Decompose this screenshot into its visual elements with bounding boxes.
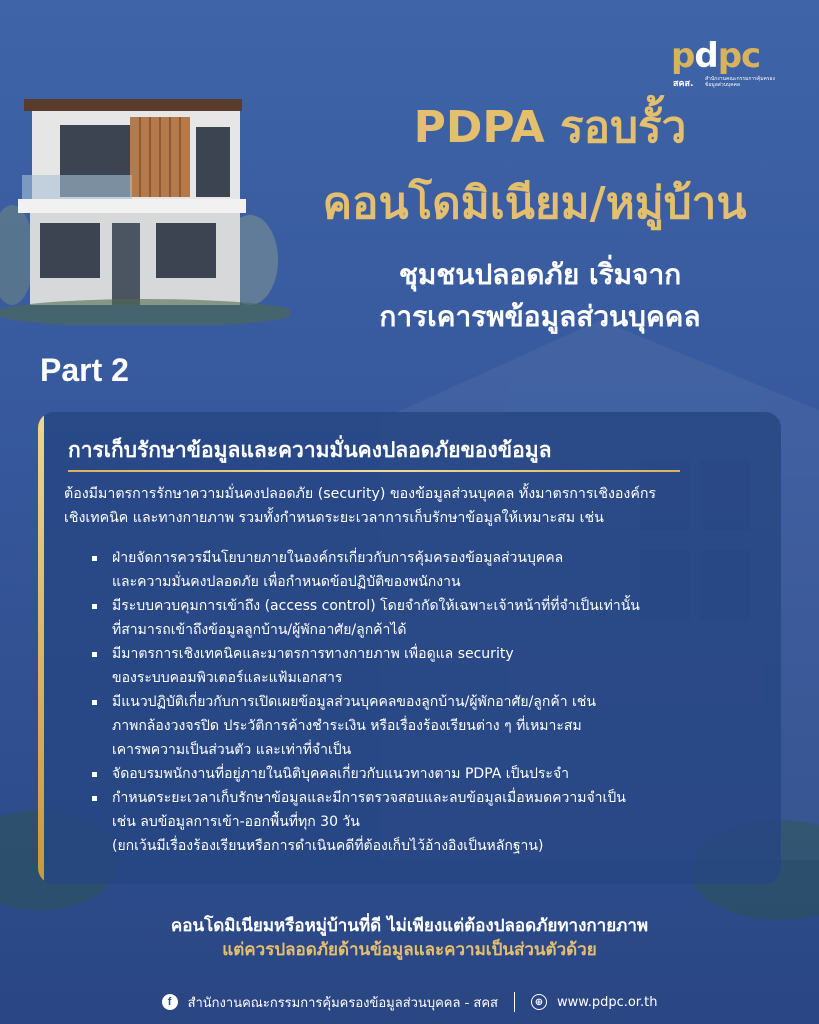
intro-line-2: เชิงเทคนิค และทางกายภาพ รวมทั้งกำหนดระยะเวลาการเก็บรักษาข้อมูลให้เหมาะสม เช่น bbox=[64, 510, 604, 526]
content-panel bbox=[38, 412, 781, 884]
panel-accent-bar bbox=[38, 412, 44, 884]
website-link[interactable]: www.pdpc.or.th bbox=[556, 994, 658, 1010]
section-divider bbox=[68, 470, 680, 472]
facebook-page-name[interactable]: สำนักงานคณะกรรมการคุ้มครองข้อมูลส่วนบุคคล - สคส bbox=[187, 995, 498, 1011]
list-item: มีแนวปฏิบัติเกี่ยวกับการเปิดเผยข้อมูลส่วนบุคคลของลูกบ้าน/ผู้พักอาศัย/ลูกค้า เช่น ภาพกล้องวงจรปิด ประวัติการค้างชำระเงิน หรือเรื่องร้องเรียนต่าง ๆ ที่เหมาะสม เคารพความเป็นส่วนตัว และเท่าที่จำเป็น bbox=[88, 690, 768, 762]
subtitle-line-2: การเคารพข้อมูลส่วนบุคคล bbox=[379, 300, 701, 333]
list-item: จัดอบรมพนักงานที่อยู่ภายในนิติบุคคลเกี่ยวกับแนวทางตาม PDPA เป็นประจำ bbox=[88, 762, 768, 786]
part-label: Part 2 bbox=[40, 352, 129, 388]
section-title: การเก็บรักษาข้อมูลและความมั่นคงปลอดภัยของข้อมูล bbox=[68, 438, 552, 462]
logo-description: สำนักงานคณะกรรมการคุ้มครองข้อมูลส่วนบุคคล bbox=[705, 76, 775, 88]
logo-wordmark: pdpc bbox=[671, 36, 761, 76]
contact-bar bbox=[0, 980, 819, 1024]
pdpc-logo bbox=[671, 36, 781, 89]
subtitle bbox=[290, 254, 790, 338]
title-line-1: PDPA รอบรั้ว bbox=[413, 102, 687, 153]
facebook-icon[interactable]: f bbox=[162, 994, 178, 1010]
list-item: กำหนดระยะเวลาเก็บรักษาข้อมูลและมีการตรวจสอบและลบข้อมูลเมื่อหมดความจำเป็น เช่น ลบข้อมูลการเข้า-ออกพื้นที่ทุก 30 วัน (ยกเว้นมีเรื่องร้องเรียนหรือการดำเนินคดีที่ต้องเก็บไว้อ้างอิงเป็นหลักฐาน) bbox=[88, 786, 768, 858]
subtitle-line-1: ชุมชนปลอดภัย เริ่มจาก bbox=[398, 258, 682, 291]
logo-abbreviation: สคส. bbox=[673, 79, 694, 89]
list-item: ฝ่ายจัดการควรมีนโยบายภายในองค์กรเกี่ยวกับการคุ้มครองข้อมูลส่วนบุคคล และความมั่นคงปลอดภัย เพื่อกำหนดข้อปฏิบัติของพนักงาน bbox=[88, 546, 768, 594]
closing-statement-line-1: คอนโดมิเนียมหรือหมู่บ้านที่ดี ไม่เพียงแต่ต้องปลอดภัยทางกายภาพ bbox=[170, 916, 649, 936]
contact-separator bbox=[514, 992, 515, 1012]
list-item: มีระบบควบคุมการเข้าถึง (access control) โดยจำกัดให้เฉพาะเจ้าหน้าที่ที่จำเป็นเท่านั้น ที่สามารถเข้าถึงข้อมูลลูกบ้าน/ผู้พักอาศัย/ลูกค้าได้ bbox=[88, 594, 768, 642]
house-illustration bbox=[0, 95, 290, 325]
title-line-2: คอนโดมิเนียม/หมู่บ้าน bbox=[322, 178, 747, 229]
intro-line-1: ต้องมีมาตรการรักษาความมั่นคงปลอดภัย (security) ของข้อมูลส่วนบุคคล ทั้งมาตรการเชิงองค์กร bbox=[64, 486, 657, 502]
closing-statement-line-2: แต่ควรปลอดภัยด้านข้อมูลและความเป็นส่วนตัวด้วย bbox=[222, 940, 597, 960]
section-intro bbox=[64, 482, 764, 530]
bullet-list bbox=[88, 546, 768, 858]
list-item: มีมาตรการเชิงเทคนิคและมาตรการทางกายภาพ เพื่อดูแล security ของระบบคอมพิวเตอร์และแฟ้มเอกสาร bbox=[88, 642, 768, 690]
globe-icon[interactable]: ⊕ bbox=[531, 994, 547, 1010]
